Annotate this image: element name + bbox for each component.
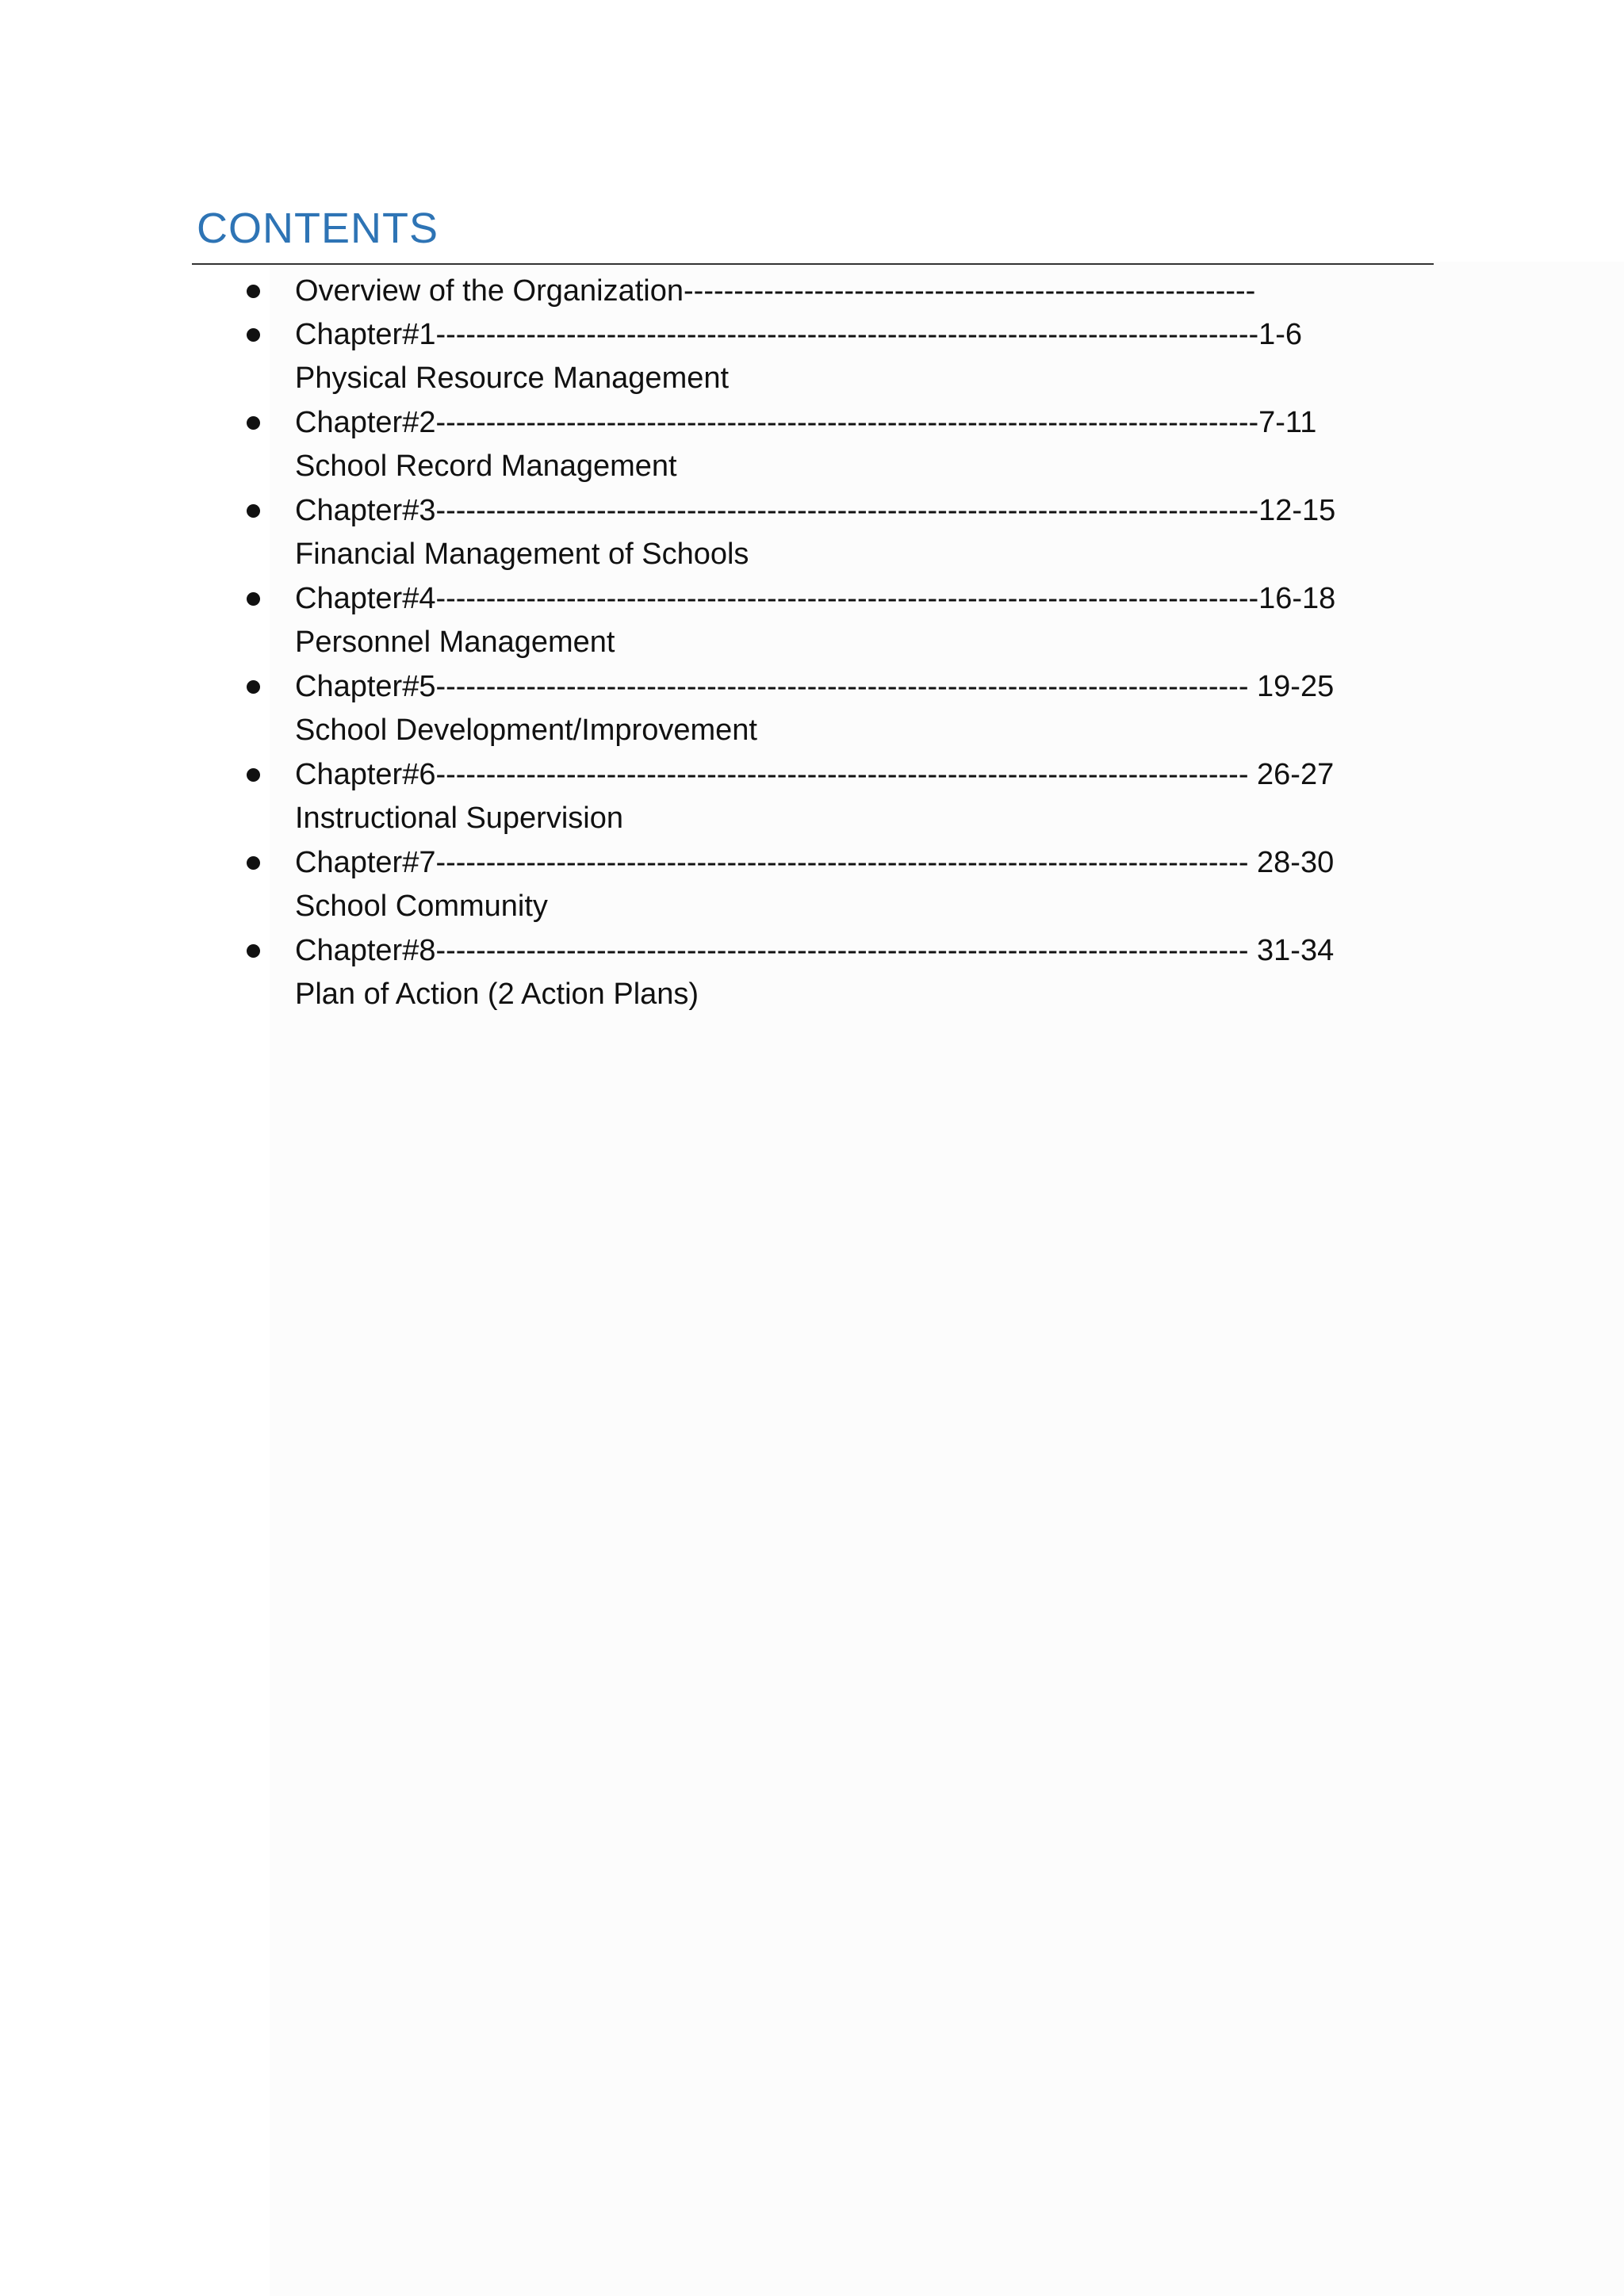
toc-entry-label: Chapter#3 — [295, 494, 436, 527]
toc-entry-subtitle: Plan of Action (2 Action Plans) — [295, 978, 699, 1011]
bullet-icon — [247, 856, 260, 870]
toc-entry-label: Chapter#7 — [295, 846, 436, 879]
bullet-icon — [247, 328, 260, 342]
toc-entry-chapter-3 — [0, 489, 1624, 577]
toc-entry-label: Overview of the Organization — [295, 274, 684, 308]
toc-entry-chapter-1 — [0, 313, 1624, 401]
dot-leader: --------------------------------------------------------------------------------- — [435, 846, 1258, 879]
heading-underline — [192, 263, 1434, 265]
toc-entry-pages: 19-25 — [1257, 670, 1335, 703]
toc-entry-label: Chapter#1 — [295, 318, 436, 351]
dot-leader: ---------------------------------------------------------------------------------- — [435, 406, 1259, 439]
toc-entry-line — [295, 313, 1302, 357]
toc-entry-chapter-4 — [0, 577, 1624, 665]
toc-entry-label: Chapter#5 — [295, 670, 436, 703]
toc-entry-label: Chapter#2 — [295, 406, 436, 439]
toc-entry-line — [295, 489, 1335, 533]
toc-entry-subtitle: Personnel Management — [295, 626, 615, 659]
bullet-icon — [247, 504, 260, 518]
dot-leader: --------------------------------------------------------------------------------- — [435, 758, 1258, 791]
toc-entry-subtitle: School Development/Improvement — [295, 714, 757, 747]
toc-entry-subtitle: Financial Management of Schools — [295, 538, 749, 571]
dot-leader: --------------------------------------------------------------------------------- — [435, 934, 1258, 967]
toc-entry-pages: 26-27 — [1257, 758, 1335, 791]
toc-entry-line — [295, 753, 1334, 797]
toc-entry-pages: 31-34 — [1257, 934, 1335, 967]
toc-entry-line — [295, 270, 1255, 313]
bullet-icon — [247, 944, 260, 958]
toc-entry-pages: 28-30 — [1257, 846, 1335, 879]
bullet-icon — [247, 285, 260, 298]
toc-entry-label: Chapter#8 — [295, 934, 436, 967]
bullet-icon — [247, 592, 260, 606]
toc-entry-line — [295, 401, 1316, 445]
toc-entry-label: Chapter#4 — [295, 582, 436, 615]
dot-leader: --------------------------------------------------------------------------------- — [435, 670, 1258, 703]
toc-entry-subtitle: School Record Management — [295, 450, 677, 483]
toc-entry-pages: 12-15 — [1258, 494, 1336, 527]
toc-entry-chapter-5 — [0, 665, 1624, 753]
dot-leader: ---------------------------------------------------------------------------------- — [435, 582, 1259, 615]
dot-leader: ---------------------------------------------------------------------------------- — [435, 318, 1259, 351]
toc-entry-pages: 7-11 — [1258, 406, 1317, 439]
toc-entry-chapter-2 — [0, 401, 1624, 489]
bullet-icon — [247, 680, 260, 694]
toc-entry-subtitle: Instructional Supervision — [295, 802, 623, 835]
bullet-icon — [247, 768, 260, 782]
dot-leader: ---------------------------------------------------------------------------------- — [435, 494, 1259, 527]
bullet-icon — [247, 416, 260, 430]
toc-entry-pages: 1-6 — [1258, 318, 1303, 351]
toc-entry-line — [295, 665, 1334, 709]
dot-leader: --------------------------------------------------------- — [684, 274, 1256, 308]
toc-entry-subtitle: Physical Resource Management — [295, 362, 730, 395]
toc-entry-subtitle: School Community — [295, 890, 548, 923]
toc-entry-line — [295, 577, 1335, 621]
toc-entry-label: Chapter#6 — [295, 758, 436, 791]
toc-list — [0, 270, 1624, 1017]
toc-entry-chapter-8 — [0, 929, 1624, 1017]
toc-entry-pages: 16-18 — [1258, 582, 1336, 615]
toc-entry-overview — [0, 270, 1624, 313]
toc-entry-chapter-6 — [0, 753, 1624, 841]
toc-entry-line — [295, 841, 1334, 885]
contents-heading: CONTENTS — [197, 205, 439, 252]
toc-entry-line — [295, 929, 1334, 973]
toc-entry-chapter-7 — [0, 841, 1624, 929]
